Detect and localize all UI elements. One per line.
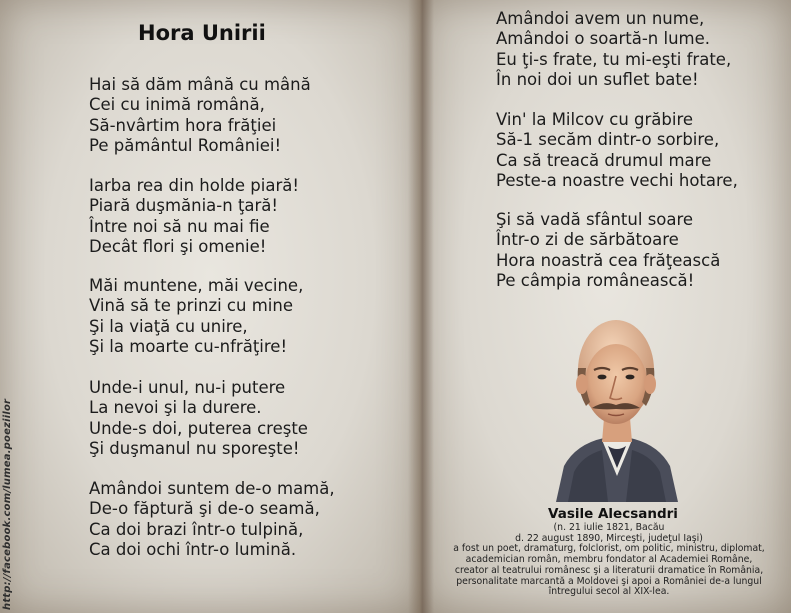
poem-line: Vin' la Milcov cu grăbire xyxy=(496,110,694,129)
poem-line: Să-1 secăm dintr-o sorbire, xyxy=(496,130,720,150)
poem-line: Amândoi suntem de-o mamă, xyxy=(89,479,335,498)
poem-line: Între noi să nu mai fie xyxy=(89,216,270,236)
book-spine xyxy=(408,0,434,613)
author-bio xyxy=(430,523,788,598)
poem-line: Amândoi avem un nume, xyxy=(496,9,705,28)
poem-line: Şi la moarte cu-nfrăţire! xyxy=(89,336,288,356)
stanza-1 xyxy=(89,75,311,156)
stanza-7 xyxy=(496,110,738,191)
poem-line: Ca doi ochi într-o lumină. xyxy=(89,539,297,559)
poem-line: Iarba rea din holde piară! xyxy=(89,176,299,195)
poem-line: Şi să vadă sfântul soare xyxy=(496,210,694,229)
bio-line: (n. 21 iulie 1821, Bacău xyxy=(553,522,665,533)
poem-line: Măi muntene, măi vecine, xyxy=(89,276,304,295)
poem-line: De-o făptură şi de-o seamă, xyxy=(89,499,320,519)
poem-line: Să-nvârtim hora frăţiei xyxy=(89,115,277,135)
poem-line: Decât flori şi omenie! xyxy=(89,236,267,256)
stanza-6 xyxy=(496,9,731,90)
poem-line: Amândoi o soartă-n lume. xyxy=(496,29,711,49)
poem-line: Şi la viaţă cu unire, xyxy=(89,316,248,336)
stanza-4 xyxy=(89,378,308,459)
bio-line: întregului secol al XIX-lea. xyxy=(548,586,670,598)
bio-line: creator al teatrului românesc şi a literaturii dramatice în România, xyxy=(454,564,764,576)
poem-line: Pe pământul României! xyxy=(89,135,282,155)
poem-line: În noi doi un suflet bate! xyxy=(496,69,699,89)
poem-line: Cei cu inimă română, xyxy=(89,95,265,115)
poem-line: Eu ţi-s frate, tu mi-eşti frate, xyxy=(496,49,732,69)
bio-line: academician român, membru fondator al Academiei Române, xyxy=(465,554,753,566)
author-portrait xyxy=(546,306,688,502)
bio-line: a fost un poet, dramaturg, folclorist, om politic, ministru, diplomat, xyxy=(453,543,765,555)
poem-line: Pe câmpia românească! xyxy=(496,270,695,290)
stanza-8 xyxy=(496,210,720,291)
bio-line: d. 22 august 1890, Mirceşti, judeţul Iaşi) xyxy=(515,532,703,544)
poem-line: Ca doi brazi într-o tulpină, xyxy=(89,519,304,539)
poem-line: Piară duşmănia-n ţară! xyxy=(89,196,279,216)
poem-line: Ca să treacă drumul mare xyxy=(496,150,712,170)
author-name: Vasile Alecsandri xyxy=(548,506,678,522)
facebook-url-watermark: http://facebook.com/lumea.poeziilor xyxy=(2,398,13,610)
poem-line: Într-o zi de sărbătoare xyxy=(496,230,679,250)
poem-line: Hora noastră cea frăţească xyxy=(496,250,721,270)
stanza-5 xyxy=(89,479,335,560)
poem-title: Hora Unirii xyxy=(138,21,266,45)
poem-line: La nevoi şi la durere. xyxy=(89,398,262,418)
stanza-2 xyxy=(89,176,299,257)
poem-line: Unde-i unul, nu-i putere xyxy=(89,378,286,397)
stanza-3 xyxy=(89,276,303,357)
bio-line: personalitate marcantă a Moldovei şi apoi a României de-a lungul xyxy=(456,575,762,587)
poem-line: Hai să dăm mână cu mână xyxy=(89,75,311,94)
poem-line: Şi duşmanul nu sporeşte! xyxy=(89,438,300,458)
poem-line: Peste-a noastre vechi hotare, xyxy=(496,170,738,190)
poem-line: Unde-s doi, puterea creşte xyxy=(89,418,308,438)
poem-line: Vină să te prinzi cu mine xyxy=(89,296,293,316)
